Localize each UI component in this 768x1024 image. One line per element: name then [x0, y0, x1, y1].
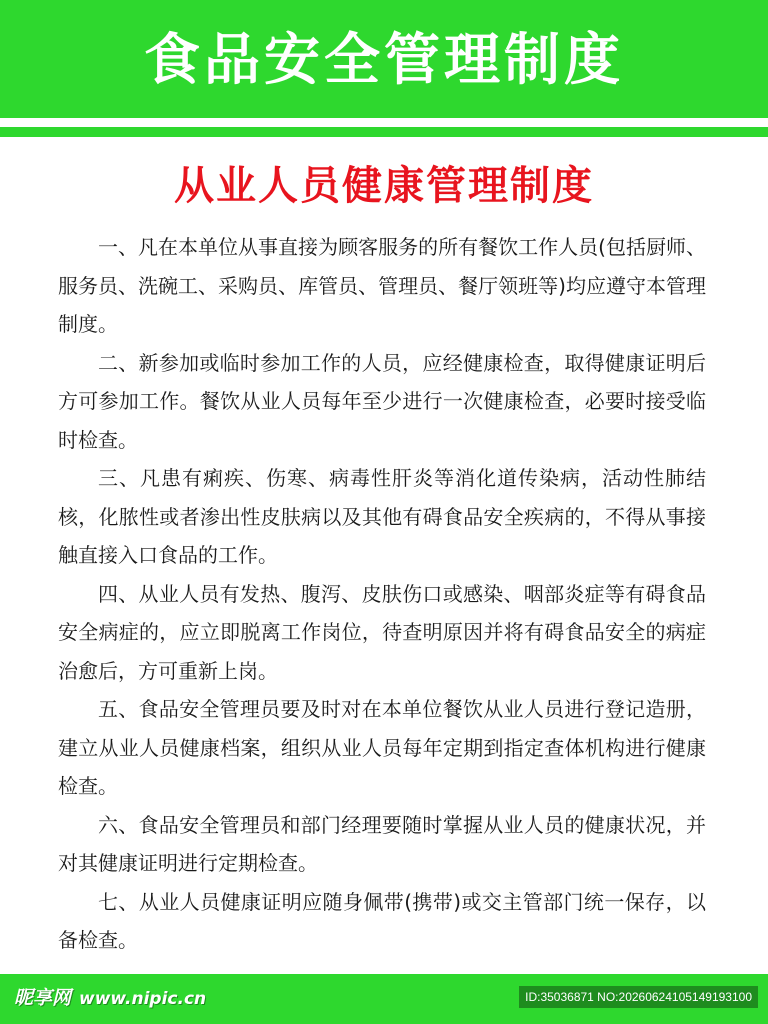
page-title: 食品安全管理制度: [144, 27, 624, 93]
rule-paragraph-6: 六、食品安全管理员和部门经理要随时掌握从业人员的健康状况，并对其健康证明进行定期检查。: [58, 812, 706, 875]
rule-paragraph-7: 七、从业人员健康证明应随身佩带(携带)或交主管部门统一保存，以备检查。: [58, 889, 706, 952]
watermark-logo-text: 昵享网: [14, 987, 72, 1009]
section-title: 从业人员健康管理制度: [174, 163, 594, 209]
watermark-logo: [14, 984, 206, 1013]
rule-paragraph-2: 二、新参加或临时参加工作的人员，应经健康检查，取得健康证明后方可参加工作。餐饮从业人员每年至少进行一次健康检查，必要时接受临时检查。: [58, 350, 706, 452]
rule-paragraph-1: 一、凡在本单位从事直接为顾客服务的所有餐饮工作人员(包括厨师、服务员、洗碗工、采购员、库管员、管理员、餐厅领班等)均应遵守本管理制度。: [58, 235, 706, 336]
header-divider-stripe: [0, 127, 768, 137]
rule-paragraph-4: 四、从业人员有发热、腹泻、皮肤伤口或感染、咽部炎症等有碍食品安全病症的，应立即脱离工作岗位，待查明原因并将有碍食品安全的病症治愈后，方可重新上岗。: [58, 581, 706, 683]
watermark-id: ID:35036871 NO:20260624105149193100: [519, 986, 758, 1008]
rule-paragraph-5: 五、食品安全管理员要及时对在本单位餐饮从业人员进行登记造册，建立从业人员健康档案，组织从业人员每年定期到指定查体机构进行健康检查。: [58, 697, 706, 798]
rules-body: [58, 228, 706, 960]
rule-paragraph-3: 三、凡患有痢疾、伤寒、病毒性肝炎等消化道传染病，活动性肺结核，化脓性或者渗出性皮肤病以及其他有碍食品安全疾病的，不得从事接触直接入口食品的工作。: [58, 466, 706, 567]
watermark-url: www.nipic.cn: [79, 989, 207, 1009]
